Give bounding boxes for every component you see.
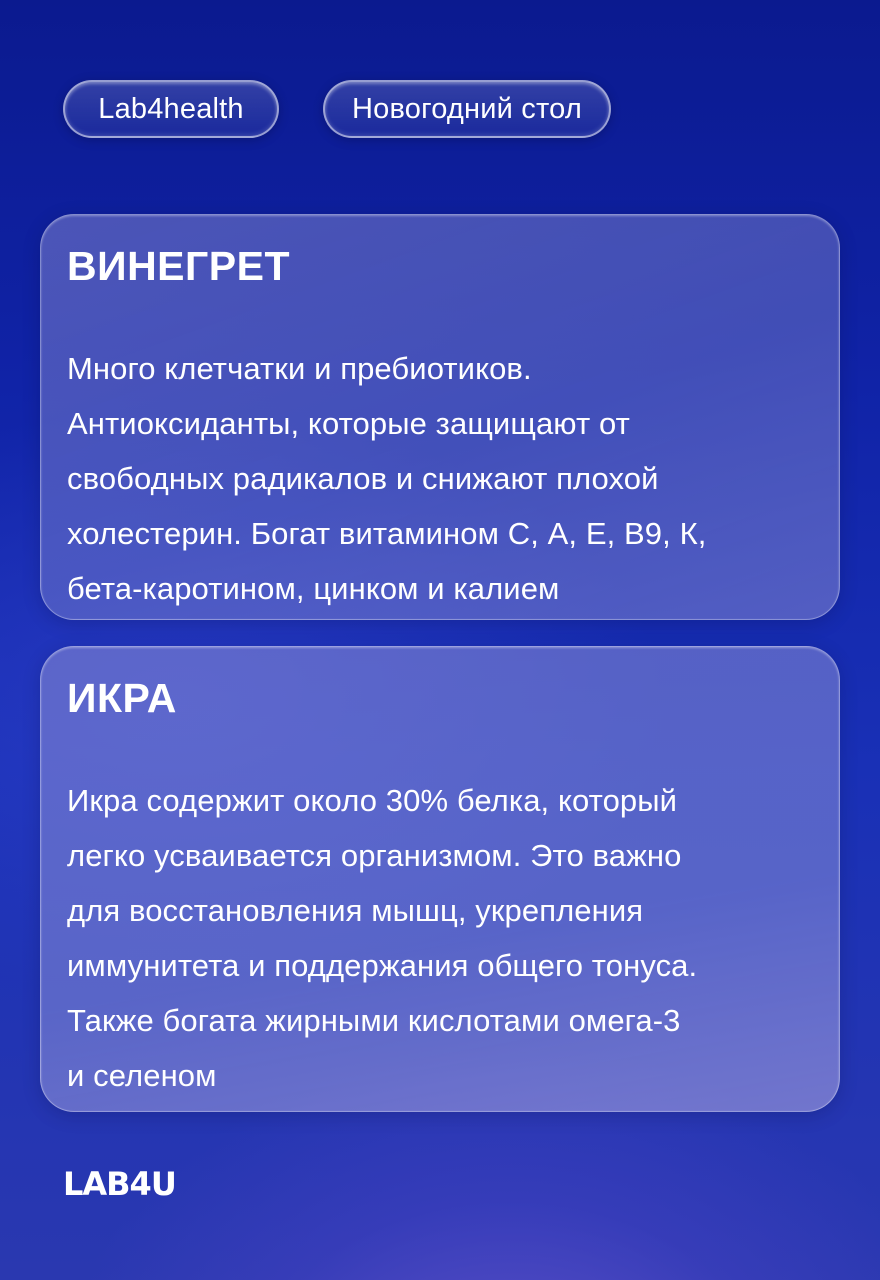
card-description	[67, 773, 827, 1103]
lab4u-logo: LAB4U	[63, 1165, 176, 1203]
card-caviar	[40, 646, 840, 1112]
card-text-line: и селеном	[67, 1058, 217, 1093]
card-text-line: Икра содержит около 30% белка, который	[67, 783, 678, 818]
card-text-line: для восстановления мышц, укрепления	[67, 893, 644, 928]
card-text-line: иммунитета и поддержания общего тонуса.	[67, 948, 698, 983]
card-text-line: свободных радикалов и снижают плохой	[67, 461, 659, 496]
card-title: ИКРА	[67, 675, 177, 721]
card-text-line: Антиоксиданты, которые защищают от	[67, 406, 630, 441]
card-text-line: холестерин. Богат витамином С, А, Е, В9, К,	[67, 516, 707, 551]
card-text-line: бета-каротином, цинком и калием	[67, 571, 560, 606]
card-description	[67, 341, 827, 616]
tag-lab4health[interactable]: Lab4health	[63, 80, 279, 138]
card-vinaigrette	[40, 214, 840, 620]
card-title: ВИНЕГРЕТ	[67, 243, 291, 289]
card-text-line: Много клетчатки и пребиотиков.	[67, 351, 532, 386]
tag-new-year-table[interactable]: Новогодний стол	[323, 80, 611, 138]
card-text-line: легко усваивается организмом. Это важно	[67, 838, 682, 873]
card-text-line: Также богата жирными кислотами омега-3	[67, 1003, 681, 1038]
